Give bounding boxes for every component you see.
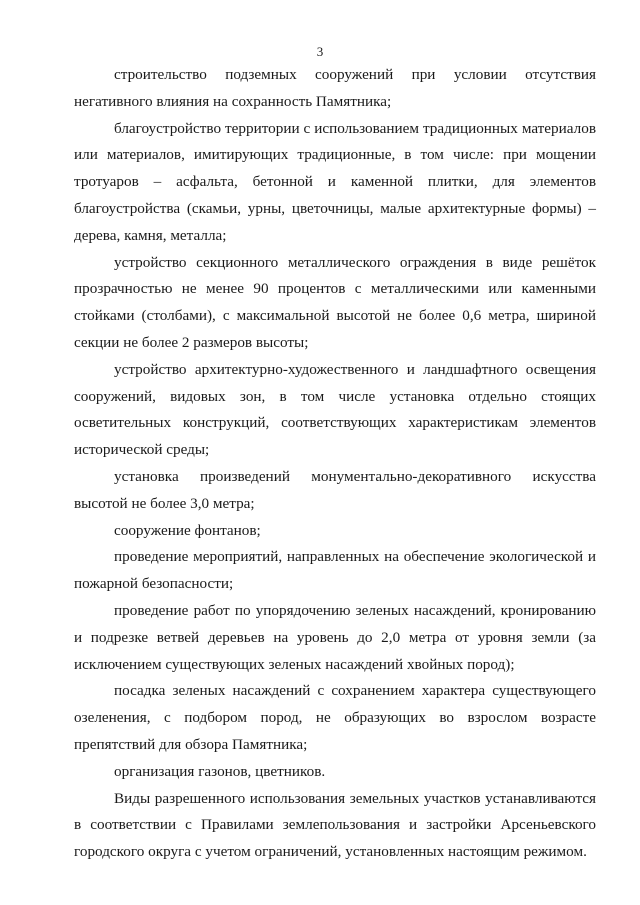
page-number: 3 bbox=[316, 44, 324, 59]
paragraph-fountains: сооружение фонтанов; bbox=[114, 521, 261, 539]
paragraph-safety-measures: проведение мероприятий, направленных на обеспечение экологической и пожарной безопасности; bbox=[74, 548, 596, 593]
paragraph-planting: посадка зеленых насаждений с сохранением характера существующего озеленения, с подбором пород, не образующих во взрослом возрасте препятствий для обзора Памятника; bbox=[74, 682, 596, 753]
paragraph-green-plantings-works: проведение работ по упорядочению зеленых насаждений, кронированию и подрезке ветвей деревьев на уровень до 2,0 метра от уровня земли (за исключением существующих зеленых насаждений хвойных пород); bbox=[74, 601, 596, 673]
paragraph-permitted-use: Виды разрешенного использования земельных участков устанавливаются в соответствии с Правилами землепользования и застройки Арсеньевского городского округа с учетом ограничений, установленных настоящим режимом. bbox=[74, 789, 596, 861]
paragraph-monumental-art: установка произведений монументально-декоративного искусства высотой не более 3,0 метра; bbox=[74, 467, 596, 512]
paragraph-underground-structures: строительство подземных сооружений при условии отсутствия негативного влияния на сохранность Памятника; bbox=[74, 66, 596, 110]
paragraph-lawns: организация газонов, цветников. bbox=[114, 762, 326, 780]
paragraph-metal-fencing: устройство секционного металлического ограждения в виде решёток прозрачностью не менее 90 процентов с металлическими или каменными стойками (столбами), с максимальной высотой не более 0,6 метра, шириной секции не более 2 размеров высоты; bbox=[74, 253, 596, 351]
body-text bbox=[74, 62, 596, 866]
paragraph-lighting: устройство архитектурно-художественного и ландшафтного освещения сооружений, видовых зон, в том числе установка отдельно стоящих осветительных конструкций, соответствующих характеристикам элементов исторической среды; bbox=[74, 360, 596, 459]
paragraph-landscaping: благоустройство территории с использованием традиционных материалов или материалов, имитирующих традиционные, в том числе: при мощении тротуаров – асфальта, бетонной и каменной плитки, для элементов благоустройства (скамьи, урны, цветочницы, малые архитектурные формы) – дерева, камня, металла; bbox=[74, 119, 596, 244]
